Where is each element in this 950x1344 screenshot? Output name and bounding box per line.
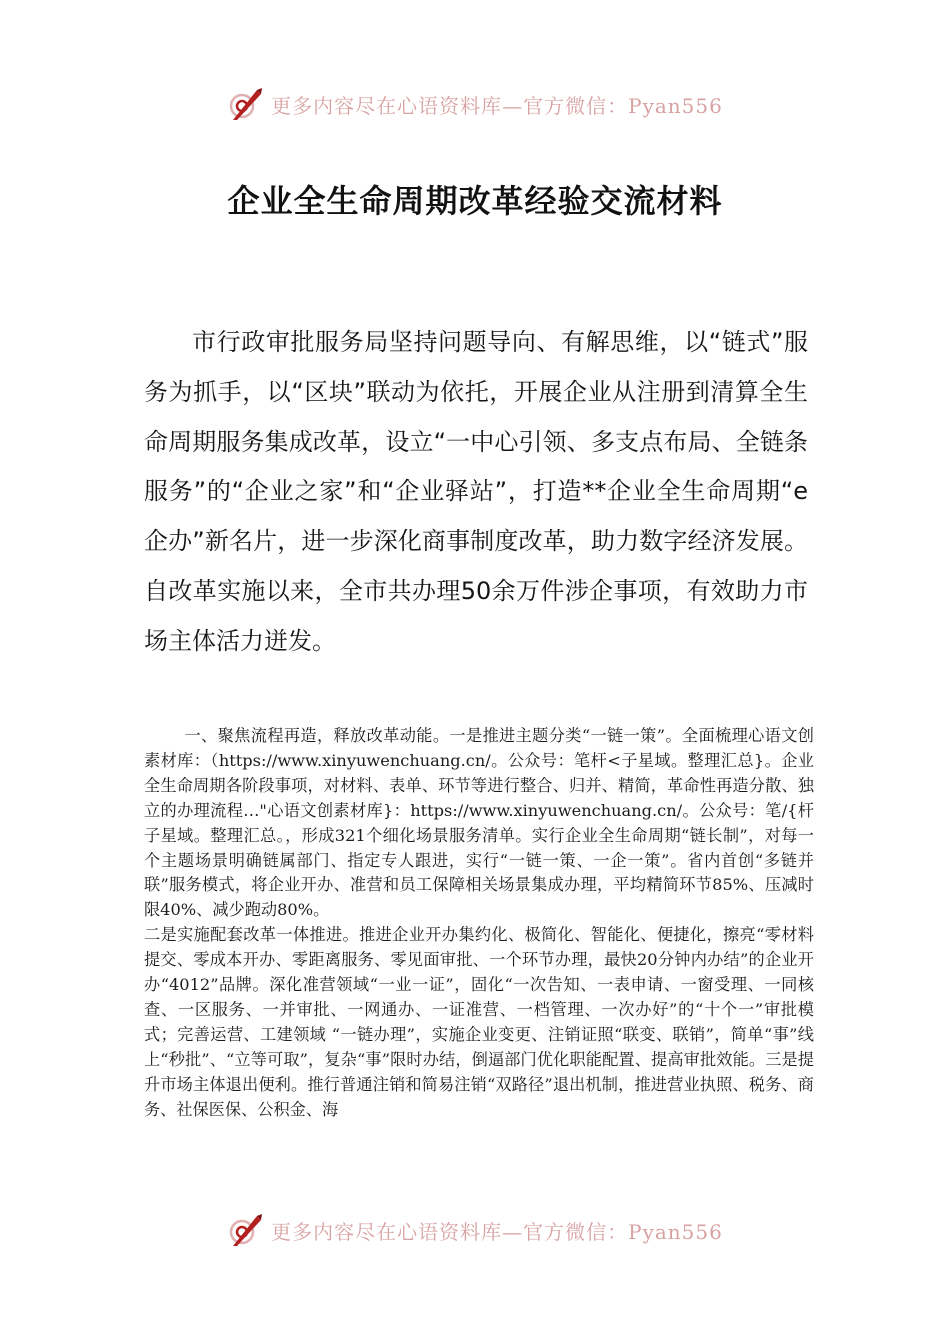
body-paragraph-1: 一、聚焦流程再造，释放改革动能。一是推进主题分类“一链一策”。全面梳理心语文创素材库：（https://www.xinyuwenchuang.cn/。公众号：笔杆<子星域。整理汇总}。企业全生命周期各阶段事项，对材料、表单、环节等进行整合、归并、精简，革命性再造分散、独立的办理流程…"心语文创素材库}：https://www.xinyuwenchuang.cn/。公众号：笔/{杆子星域。整理汇总。，形成321个细化场景服务清单。实行企业全生命周期“链长制”，对每一个主题场景明确链属部门、指定专人跟进，实行“一链一策、一企一策”。省内首创“多链并联”服务模式，将企业开办、准营和员工保障相关场景集成办理，平均精简环节85%、压减时限40%、减少跑动80%。 <box>144 726 814 920</box>
watermark-text: 更多内容尽在心语资料库—官方微信：Pyan556 <box>271 1219 723 1244</box>
header-watermark <box>0 86 950 122</box>
pen-logo-icon <box>227 86 263 122</box>
pen-logo-icon <box>227 1212 263 1248</box>
footer-watermark <box>0 1212 950 1248</box>
document-title: 企业全生命周期改革经验交流材料 <box>227 182 723 220</box>
body-paragraph-2: 二是实施配套改革一体推进。推进企业开办集约化、极简化、智能化、便捷化，擦亮“零材料提交、零成本开办、零距离服务、零见面审批、一个环节办理，最快20分钟内办结”的企业开办“4012”品牌。深化准营领域“一业一证”，固化“一次告知、一表申请、一窗受理、一同核查、一区服务、一并审批、一网通办、一证准营、一档管理、一次办好”的“十个一”审批模式；完善运营、工建领域 “一链办理”，实施企业变更、注销证照“联变、联销”，简单“事”线上“秒批”、“立等可取”，复杂“事”限时办结，倒逼部门优化职能配置、提高审批效能。三是提升市场主体退出便利。推行普通注销和简易注销“双路径”退出机制，推进营业执照、税务、商务、社保医保、公积金、海 <box>144 925 814 1119</box>
lead-paragraph: 市行政审批服务局坚持问题导向、有解思维，以“链式”服务为抓手，以“区块”联动为依托，开展企业从注册到清算全生命周期服务集成改革，设立“一中心引领、多支点布局、全链条服务”的“企业之家”和“企业驿站”，打造**企业全生命周期“e企办”新名片，进一步深化商事制度改革，助力数字经济发展。自改革实施以来，全市共办理50余万件涉企事项，有效助力市场主体活力迸发。 <box>144 328 808 655</box>
body-text <box>144 724 814 1123</box>
watermark-text: 更多内容尽在心语资料库—官方微信：Pyan556 <box>271 93 723 118</box>
